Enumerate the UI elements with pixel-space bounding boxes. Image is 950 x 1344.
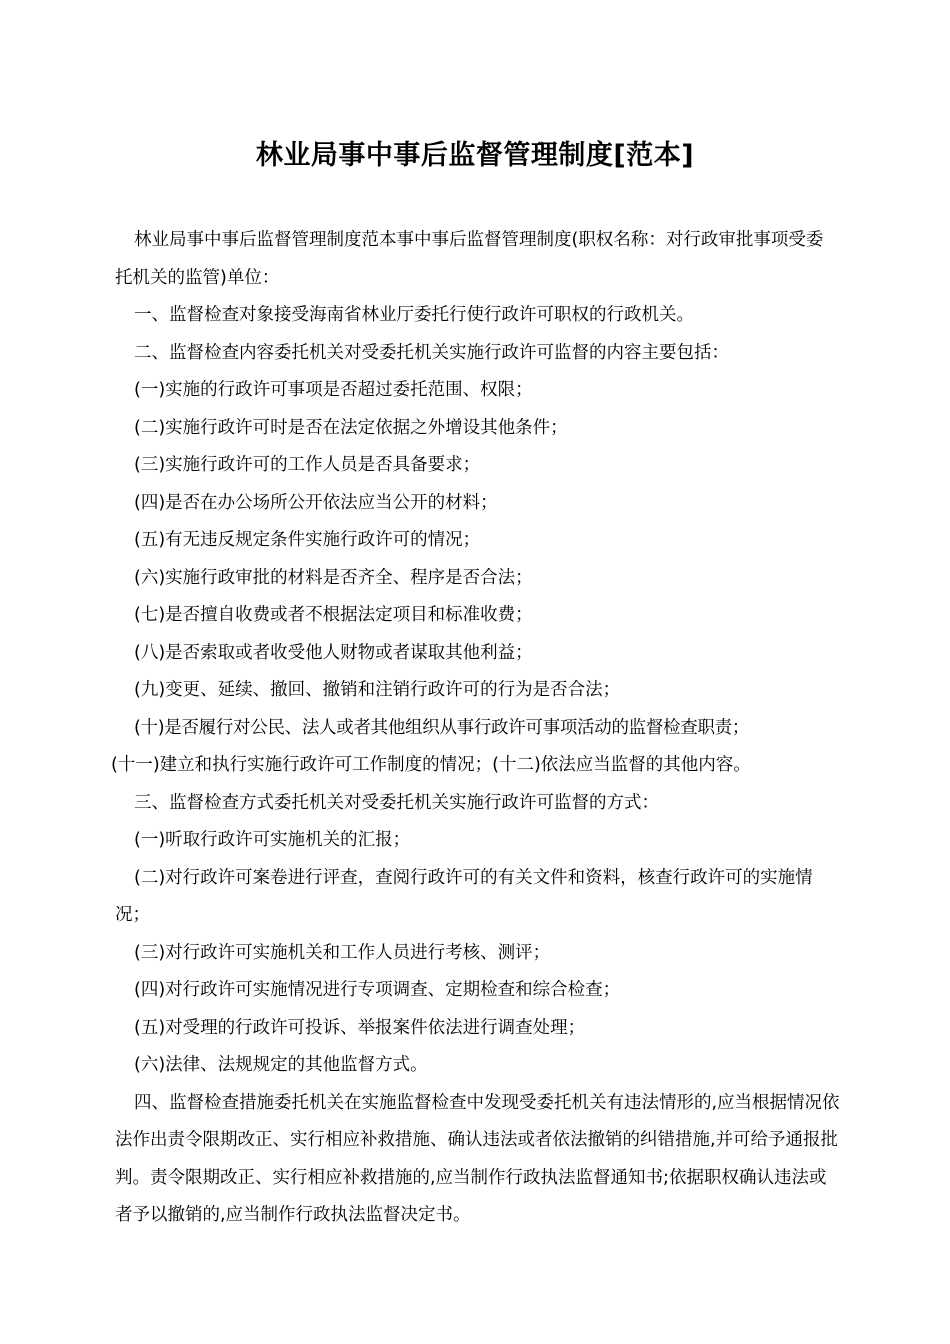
document-body — [111, 222, 840, 1235]
paragraph: 林业局事中事后监督管理制度范本事中事后监督管理制度(职权名称：对行政审批事项受委托机关的监管)单位： — [115, 230, 824, 288]
paragraph: (三)对行政许可实施机关和工作人员进行考核、测评； — [134, 942, 551, 963]
paragraph: (五)有无违反规定条件实施行政许可的情况； — [134, 530, 481, 550]
paragraph: (三)实施行政许可的工作人员是否具备要求； — [134, 455, 481, 475]
paragraph: (四)对行政许可实施情况进行专项调查、定期检查和综合检查； — [134, 980, 621, 1000]
paragraph: 一、监督检查对象接受海南省林业厅委托行使行政许可职权的行政机关。 — [134, 305, 694, 325]
paragraph: (二)对行政许可案卷进行评查，查阅行政许可的有关文件和资料，核查行政许可的实施情况； — [115, 867, 813, 925]
paragraph: (六)法律、法规规定的其他监督方式。 — [134, 1055, 428, 1075]
paragraph: (七)是否擅自收费或者不根据法定项目和标准收费； — [134, 605, 533, 625]
paragraph: (四)是否在办公场所公开依法应当公开的材料； — [134, 492, 498, 513]
paragraph: (一)实施的行政许可事项是否超过委托范围、权限； — [134, 380, 533, 400]
paragraph: 二、监督检查内容委托机关对受委托机关实施行政许可监督的内容主要包括： — [134, 342, 729, 363]
paragraph: (五)对受理的行政许可投诉、举报案件依法进行调查处理； — [134, 1017, 586, 1038]
paragraph: (十)是否履行对公民、法人或者其他组织从事行政许可事项活动的监督检查职责； — [134, 717, 750, 738]
document-title: 林业局事中事后监督管理制度[范本] — [255, 140, 695, 171]
paragraph: (十一)建立和执行实施行政许可工作制度的情况；(十二)依法应当监督的其他内容。 — [111, 755, 751, 775]
paragraph: (二)实施行政许可时是否在法定依据之外增设其他条件； — [134, 417, 568, 438]
paragraph: 三、监督检查方式委托机关对受委托机关实施行政许可监督的方式： — [134, 792, 659, 813]
paragraph: 四、监督检查措施委托机关在实施监督检查中发现受委托机关有违法情形的,应当根据情况依法作出责令限期改正、实行相应补救措施、确认违法或者依法撤销的纠错措施,并可给予通报批判。责令限期改正、实行相应补救措施的,应当制作行政执法监督通知书;依据职权确认违法或者予以撤销的,应当制作行政执法监督决定书。 — [115, 1092, 840, 1225]
paragraph: (八)是否索取或者收受他人财物或者谋取其他利益； — [134, 642, 533, 663]
paragraph: (九)变更、延续、撤回、撤销和注销行政许可的行为是否合法； — [134, 680, 621, 700]
paragraph: (一)听取行政许可实施机关的汇报； — [134, 830, 411, 850]
paragraph: (六)实施行政审批的材料是否齐全、程序是否合法； — [134, 567, 533, 588]
